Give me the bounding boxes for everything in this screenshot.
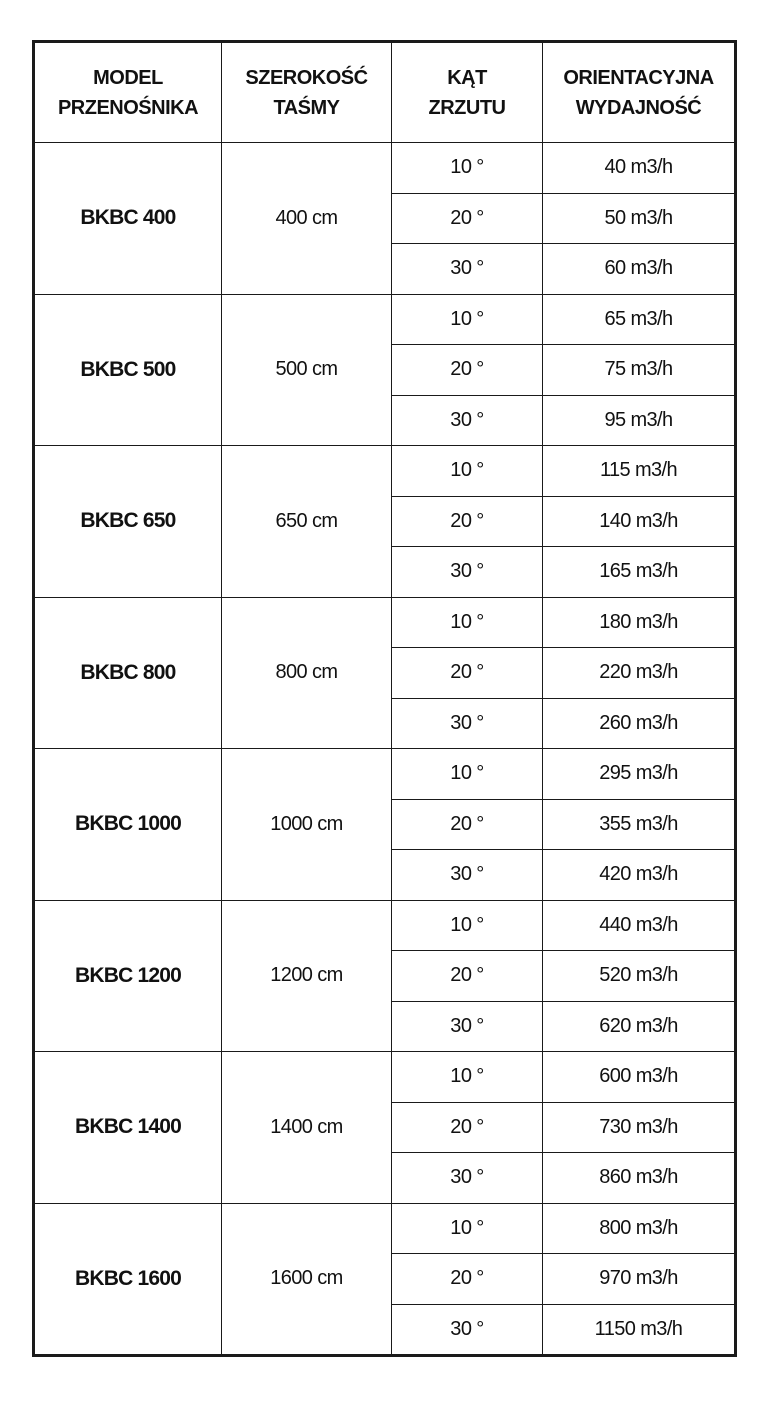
belt-width-cell: 1400 cm bbox=[222, 1052, 392, 1204]
belt-width-cell: 400 cm bbox=[222, 143, 392, 295]
belt-width-cell: 650 cm bbox=[222, 446, 392, 598]
table-row bbox=[34, 597, 736, 648]
conveyor-spec-table bbox=[32, 40, 737, 1357]
table-row bbox=[34, 143, 736, 194]
belt-width-cell: 500 cm bbox=[222, 294, 392, 446]
angle-cell: 20 ° bbox=[392, 496, 543, 547]
header-model: MODEL PRZENOŚNIKA bbox=[34, 42, 222, 143]
capacity-cell: 115 m3/h bbox=[543, 446, 736, 497]
model-cell: BKBC 650 bbox=[34, 446, 222, 598]
capacity-cell: 600 m3/h bbox=[543, 1052, 736, 1103]
capacity-cell: 40 m3/h bbox=[543, 143, 736, 194]
angle-cell: 10 ° bbox=[392, 446, 543, 497]
capacity-cell: 860 m3/h bbox=[543, 1153, 736, 1204]
header-capacity: ORIENTACYJNA WYDAJNOŚĆ bbox=[543, 42, 736, 143]
belt-width-cell: 1600 cm bbox=[222, 1203, 392, 1356]
angle-cell: 30 ° bbox=[392, 698, 543, 749]
belt-width-cell: 1000 cm bbox=[222, 749, 392, 901]
capacity-cell: 620 m3/h bbox=[543, 1001, 736, 1052]
angle-cell: 30 ° bbox=[392, 1001, 543, 1052]
capacity-cell: 165 m3/h bbox=[543, 547, 736, 598]
belt-width-cell: 1200 cm bbox=[222, 900, 392, 1052]
capacity-cell: 440 m3/h bbox=[543, 900, 736, 951]
capacity-cell: 50 m3/h bbox=[543, 193, 736, 244]
header-row bbox=[34, 42, 736, 143]
capacity-cell: 75 m3/h bbox=[543, 345, 736, 396]
capacity-cell: 140 m3/h bbox=[543, 496, 736, 547]
angle-cell: 10 ° bbox=[392, 1052, 543, 1103]
capacity-cell: 420 m3/h bbox=[543, 850, 736, 901]
angle-cell: 30 ° bbox=[392, 547, 543, 598]
angle-cell: 20 ° bbox=[392, 345, 543, 396]
capacity-cell: 970 m3/h bbox=[543, 1254, 736, 1305]
table-row bbox=[34, 900, 736, 951]
table-row bbox=[34, 446, 736, 497]
capacity-cell: 95 m3/h bbox=[543, 395, 736, 446]
model-cell: BKBC 800 bbox=[34, 597, 222, 749]
table-body bbox=[34, 143, 736, 1356]
capacity-cell: 180 m3/h bbox=[543, 597, 736, 648]
angle-cell: 10 ° bbox=[392, 294, 543, 345]
capacity-cell: 730 m3/h bbox=[543, 1102, 736, 1153]
angle-cell: 10 ° bbox=[392, 143, 543, 194]
capacity-cell: 220 m3/h bbox=[543, 648, 736, 699]
angle-cell: 10 ° bbox=[392, 597, 543, 648]
angle-cell: 20 ° bbox=[392, 799, 543, 850]
belt-width-cell: 800 cm bbox=[222, 597, 392, 749]
angle-cell: 30 ° bbox=[392, 1304, 543, 1356]
capacity-cell: 60 m3/h bbox=[543, 244, 736, 295]
capacity-cell: 295 m3/h bbox=[543, 749, 736, 800]
capacity-cell: 355 m3/h bbox=[543, 799, 736, 850]
angle-cell: 20 ° bbox=[392, 951, 543, 1002]
model-cell: BKBC 1000 bbox=[34, 749, 222, 901]
capacity-cell: 800 m3/h bbox=[543, 1203, 736, 1254]
angle-cell: 30 ° bbox=[392, 1153, 543, 1204]
angle-cell: 30 ° bbox=[392, 244, 543, 295]
angle-cell: 20 ° bbox=[392, 1254, 543, 1305]
capacity-cell: 260 m3/h bbox=[543, 698, 736, 749]
model-cell: BKBC 400 bbox=[34, 143, 222, 295]
capacity-cell: 1150 m3/h bbox=[543, 1304, 736, 1356]
model-cell: BKBC 1200 bbox=[34, 900, 222, 1052]
table-row bbox=[34, 749, 736, 800]
angle-cell: 20 ° bbox=[392, 1102, 543, 1153]
table-row bbox=[34, 1203, 736, 1254]
model-cell: BKBC 1600 bbox=[34, 1203, 222, 1356]
table-header bbox=[34, 42, 736, 143]
angle-cell: 10 ° bbox=[392, 900, 543, 951]
model-cell: BKBC 500 bbox=[34, 294, 222, 446]
angle-cell: 20 ° bbox=[392, 648, 543, 699]
capacity-cell: 65 m3/h bbox=[543, 294, 736, 345]
header-discharge-angle: KĄT ZRZUTU bbox=[392, 42, 543, 143]
angle-cell: 10 ° bbox=[392, 1203, 543, 1254]
angle-cell: 20 ° bbox=[392, 193, 543, 244]
angle-cell: 30 ° bbox=[392, 395, 543, 446]
table-row bbox=[34, 294, 736, 345]
model-cell: BKBC 1400 bbox=[34, 1052, 222, 1204]
angle-cell: 30 ° bbox=[392, 850, 543, 901]
table-row bbox=[34, 1052, 736, 1103]
angle-cell: 10 ° bbox=[392, 749, 543, 800]
capacity-cell: 520 m3/h bbox=[543, 951, 736, 1002]
header-belt-width: SZEROKOŚĆ TAŚMY bbox=[222, 42, 392, 143]
